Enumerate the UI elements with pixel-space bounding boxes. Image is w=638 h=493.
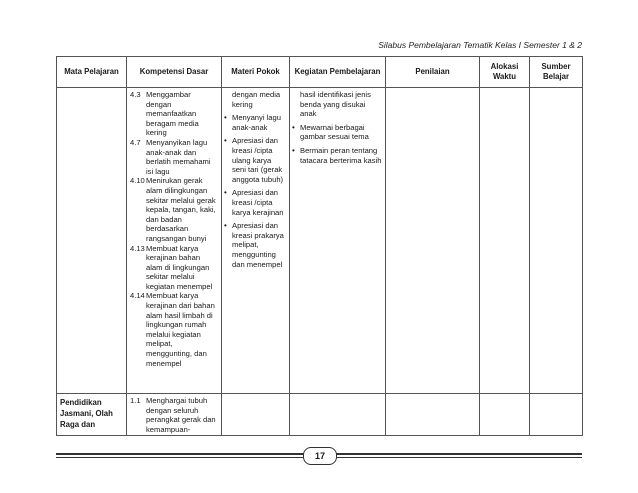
running-header: Silabus Pembelajaran Tematik Kelas I Semester 1 & 2: [378, 40, 582, 50]
page-number: 17: [303, 447, 337, 465]
col-header-mata-pelajaran: Mata Pelajaran: [57, 57, 127, 88]
cell-kegiatan: [290, 88, 386, 394]
cell-kegiatan: [290, 394, 386, 436]
kegiatan-item: • Bermain peran tentang tatacara berterima kasih: [292, 145, 382, 165]
bullet-icon: •: [292, 145, 295, 155]
cell-sumber: [530, 88, 583, 394]
cell-alokasi: [480, 394, 530, 436]
kd-item: 1.1 Menghargai tubuh dengan seluruh perangkat gerak dan kemampuan-: [130, 396, 216, 434]
col-header-materi-pokok: Materi Pokok: [222, 57, 290, 88]
bullet-icon: •: [292, 122, 295, 132]
table-row: [57, 394, 583, 436]
col-header-penilaian: Penilaian: [386, 57, 480, 88]
cell-alokasi: [480, 88, 530, 394]
cell-penilaian: [386, 394, 480, 436]
materi-item: • Menyanyi lagu anak-anak: [224, 113, 281, 132]
materi-item: • Apresiasi dan kreasi /cipta karya kerajinan: [224, 188, 284, 217]
table-row: [57, 88, 583, 394]
cell-penilaian: [386, 88, 480, 394]
materi-lead: dengan media kering: [232, 90, 281, 109]
bullet-icon: •: [224, 113, 227, 123]
col-header-alokasi-waktu: Alokasi Waktu: [480, 57, 530, 88]
kd-item: 4.14 Membuat karya kerajinan dari bahan alam hasil limbah di lingkungan rumah melalui kegiatan melipat, menggunting, dan menempel: [130, 291, 215, 368]
cell-subject: Pendidikan Jasmani, Olah Raga dan: [57, 394, 127, 436]
kd-item: 4.7 Menyanyikan lagu anak-anak dan berlatih memahami isi lagu: [130, 137, 211, 176]
cell-sumber: [530, 394, 583, 436]
col-header-kegiatan: Kegiatan Pembelajaran: [290, 57, 386, 88]
kd-item: 4.13 Membuat karya kerajinan bahan alam di lingkungan sekitar melalui kegiatan menempel: [130, 243, 213, 291]
syllabus-table: [56, 56, 583, 436]
cell-subject: [57, 88, 127, 394]
kegiatan-item: • Mewarnai berbagai gambar sesuai tema: [292, 122, 369, 142]
cell-kompetensi: [127, 88, 222, 394]
bullet-icon: •: [224, 188, 227, 198]
col-header-sumber-belajar: Sumber Belajar: [530, 57, 583, 88]
bullet-icon: •: [224, 136, 227, 146]
kd-item: 4.3 Menggambar dengan memanfaatkan beragam media kering: [130, 90, 199, 138]
col-header-kompetensi-dasar: Kompetensi Dasar: [127, 57, 222, 88]
cell-materi: [222, 88, 290, 394]
materi-item: • Apresiasi dan kreasi prakarya melipat, menggunting dan menempel: [224, 221, 284, 269]
materi-item: • Apresiasi dan kreasi /cipta ulang karya seni tari (gerak anggota tubuh): [224, 136, 284, 184]
bullet-icon: •: [224, 221, 227, 231]
cell-materi: [222, 394, 290, 436]
cell-kompetensi: [127, 394, 222, 436]
kegiatan-lead: hasil identifikasi jenis benda yang disukai anak: [300, 90, 371, 119]
kd-item: 4.10 Menirukan gerak alam dilingkungan sekitar melalui gerak kepala, tangan, kaki, dan badan berdasarkan rangsangan bunyi: [130, 176, 216, 243]
table-header-row: [57, 57, 583, 88]
